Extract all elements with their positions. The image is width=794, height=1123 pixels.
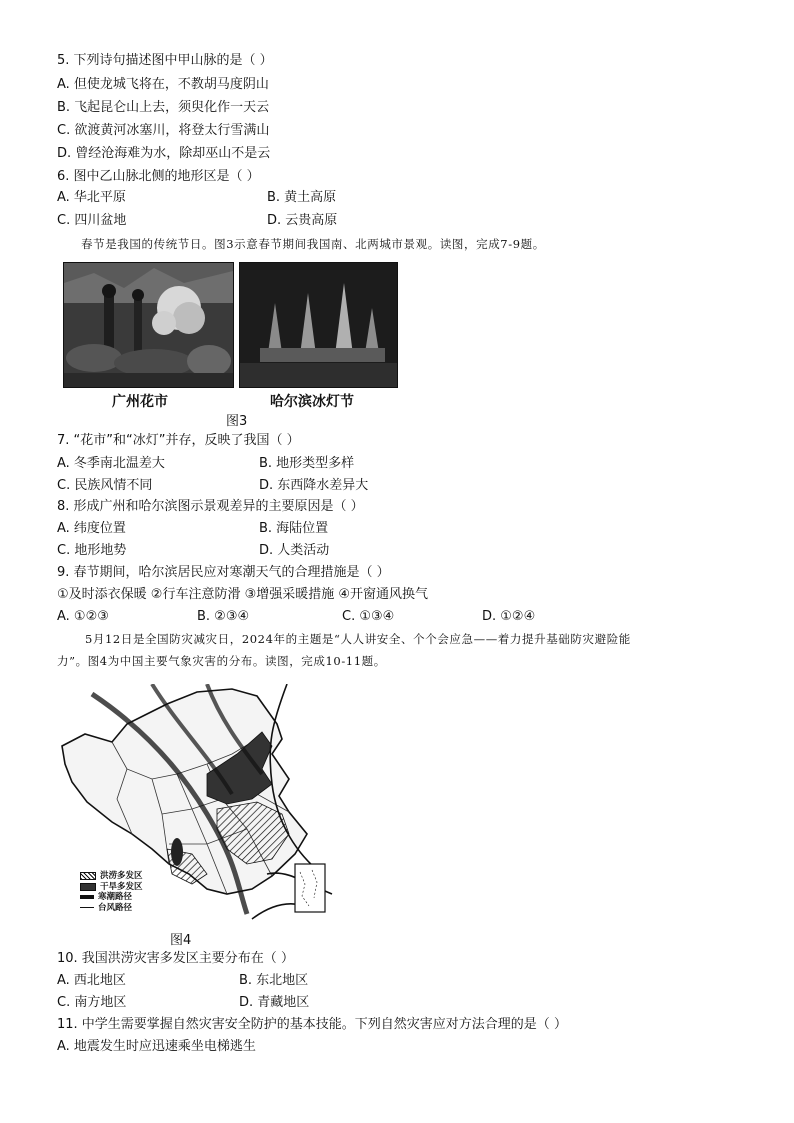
q9-stem: 9. 春节期间，哈尔滨居民应对寒潮天气的合理措施是（ ） [57, 565, 390, 580]
q5-option-a: A. 但使龙城飞将在，不教胡马度阴山 [57, 77, 269, 92]
fig3-right-caption: 哈尔滨冰灯节 [270, 394, 354, 410]
fig4-label: 图4 [170, 933, 192, 948]
fig3-label: 图3 [226, 414, 248, 429]
q5-stem: 5. 下列诗句描述图中甲山脉的是（ ） [57, 53, 273, 68]
q9-option-a: A. ①②③ [57, 609, 109, 624]
q5-option-b: B. 飞起昆仑山上去，须臾化作一天云 [57, 100, 270, 115]
q9-option-c: C. ①③④ [342, 609, 395, 624]
q7-option-b: B. 地形类型多样 [259, 456, 355, 471]
q8-option-c: C. 地形地势 [57, 543, 127, 558]
legend-drought [80, 882, 143, 893]
q8-stem: 8. 形成广州和哈尔滨图示景观差异的主要原因是（ ） [57, 499, 364, 514]
drought-swatch-icon [80, 883, 96, 891]
legend-typhoon-label: 台风路径 [98, 902, 133, 913]
q7-option-a: A. 冬季南北温差大 [57, 456, 165, 471]
q7-option-c: C. 民族风情不同 [57, 478, 153, 493]
q6-option-a: A. 华北平原 [57, 190, 126, 205]
flood-swatch-icon [80, 872, 96, 880]
q10-option-d: D. 青藏地区 [239, 995, 310, 1010]
fig3-left-caption: 广州花市 [112, 394, 168, 410]
q10-stem: 10. 我国洪涝灾害多发区主要分布在（ ） [57, 951, 294, 966]
fig4-legend [80, 871, 143, 913]
legend-drought-label: 干旱多发区 [100, 881, 143, 892]
q6-stem: 6. 图中乙山脉北侧的地形区是（ ） [57, 169, 260, 184]
legend-typhoon [80, 903, 143, 914]
q10-option-a: A. 西北地区 [57, 973, 126, 988]
guangzhou-flower-market-photo [63, 262, 234, 388]
harbin-ice-lantern-photo [239, 262, 398, 388]
q11-stem: 11. 中学生需要掌握自然灾害安全防护的基本技能。下列自然灾害应对方法合理的是（ ） [57, 1017, 567, 1032]
q6-option-c: C. 四川盆地 [57, 213, 127, 228]
q10-option-c: C. 南方地区 [57, 995, 127, 1010]
q8-option-b: B. 海陆位置 [259, 521, 329, 536]
legend-cold-wave [80, 892, 143, 903]
legend-flood [80, 871, 143, 882]
q9-measures: ①及时添衣保暖 ②行车注意防滑 ③增强采暖措施 ④开窗通风换气 [57, 587, 429, 602]
q5-option-d: D. 曾经沧海难为水，除却巫山不是云 [57, 146, 271, 161]
intro-7-9: 春节是我国的传统节日。图3示意春节期间我国南、北两城市景观。读图，完成7-9题。 [81, 237, 545, 251]
q8-option-d: D. 人类活动 [259, 543, 330, 558]
q9-option-b: B. ②③④ [197, 609, 250, 624]
intro-10-11-line1: 5月12日是全国防灾减灾日，2024年的主题是“人人讲安全、个个会应急——着力提升基础防灾避险能 [85, 632, 631, 646]
q6-option-d: D. 云贵高原 [267, 213, 338, 228]
typhoon-arrow-icon [80, 907, 94, 908]
q5-option-c: C. 欲渡黄河冰塞川，将登太行雪满山 [57, 123, 270, 138]
q6-option-b: B. 黄土高原 [267, 190, 337, 205]
q11-option-a: A. 地震发生时应迅速乘坐电梯逃生 [57, 1039, 256, 1054]
legend-flood-label: 洪涝多发区 [100, 871, 143, 881]
intro-10-11-line2: 力”。图4为中国主要气象灾害的分布。读图，完成10-11题。 [57, 654, 386, 668]
legend-cold-wave-label: 寒潮路径 [98, 892, 133, 902]
cold-wave-arrow-icon [80, 895, 94, 899]
q10-option-b: B. 东北地区 [239, 973, 309, 988]
q8-option-a: A. 纬度位置 [57, 521, 126, 536]
q9-option-d: D. ①②④ [482, 609, 536, 624]
q7-option-d: D. 东西降水差异大 [259, 478, 369, 493]
q7-stem: 7. “花市”和“冰灯”并存，反映了我国（ ） [57, 433, 300, 448]
